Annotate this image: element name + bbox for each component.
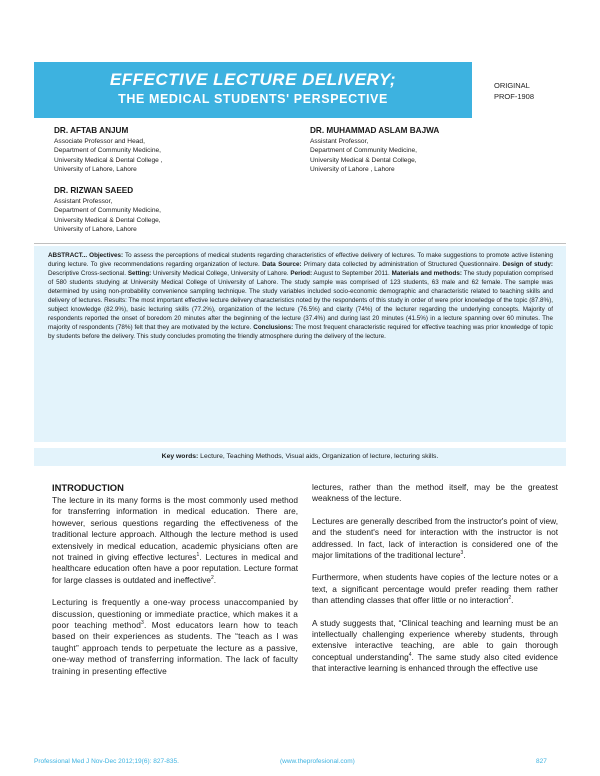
keywords-label: Key words: [161, 453, 199, 460]
body-paragraph [312, 618, 558, 675]
citation-ref: 4 [408, 652, 412, 659]
abstract-methods: The study population comprised of 580 students studying at University Medical College of University of Lahore. The study sample was comprised of 123 students, 63 male and 62 female. The sample was determined by using non-probability convenience sampling technique. The study variables included socio-economic demographic and characteristic related to teaching skills and delivery of lectures. Results: The most important effective lecture delivery characteristics noted by the respondents of this study in order of were prior knowledge of the topic (87.8%), subject knowledge (82.9%), basic lecturing skills (77.2%), organization of the lecture (76.5%) and clarity (74%) of the lecturer regarding the underlying concepts. Majority of respondents reported the onset of boredom 20 minutes after the beginning of the lecture (37.4%) and during last 20 minutes (41.5%) in a lecture spanning over 60 minutes. The majority of respondents (78%) felt that they are motivated by the lecture. [48, 269, 553, 331]
footer-journal-citation: Professional Med J Nov-Dec 2012;19(6): 827-835. [34, 758, 179, 765]
body-paragraph [312, 572, 558, 606]
author-affiliation-line: University Medical & Dental College, [54, 216, 161, 224]
abstract-methods-label: Materials and methods: [391, 269, 462, 277]
citation-ref: 2 [210, 575, 214, 582]
abstract-objectives: To assess the perceptions of medical students regarding characteristics of effective delivery of lectures. To make suggestions to promote active listening during lecture. To give recommendations regarding organization of lecture. [48, 252, 553, 268]
article-type-label [494, 80, 534, 102]
footer-website[interactable]: (www.theprofesional.com) [280, 758, 355, 765]
body-paragraph [52, 597, 298, 677]
paragraph-text: . [463, 550, 466, 561]
article-subtitle: THE MEDICAL STUDENTS' PERSPECTIVE [118, 92, 388, 106]
title-banner [34, 62, 472, 118]
body-column-right [312, 482, 558, 686]
author-affiliation-line: Department of Community Medicine, [54, 147, 162, 155]
article-type-original: ORIGINAL [494, 81, 530, 90]
abstract-text [48, 252, 553, 342]
abstract-setting: University Medical College, University of Lahore. [151, 269, 291, 277]
author-affiliation-line: University of Lahore, Lahore [54, 226, 137, 234]
abstract-period: August to September 2011. [312, 269, 392, 277]
author-2 [310, 125, 439, 175]
paragraph-text: Furthermore, when students have copies of the lecture notes or a text, a significant percentage would prefer reading them rather than attending classes that offer little or no interaction [312, 572, 558, 606]
author-affiliation-line: University of Lahore, Lahore [54, 166, 137, 174]
body-column-left [52, 482, 298, 688]
abstract-design: Descriptive Cross-sectional. [48, 269, 128, 277]
abstract-setting-label: Setting: [127, 269, 152, 277]
author-affiliation-line: Associate Professor and Head, [54, 138, 145, 145]
paragraph-text: The lecture in its many forms is the most commonly used method for transferring information in medical education. There are, however, serious questions regarding the effectiveness of the traditional lecture approach. Although the lecture method is used extensively in medical education, academic physicians often are not trained in giving effective lectures [52, 495, 298, 563]
keywords-list: Lecture, Teaching Methods, Visual aids, Organization of lecture, lecturing skills. [198, 453, 439, 460]
paragraph-text: . [213, 574, 217, 585]
author-affiliation-line: University of Lahore , Lahore [310, 166, 395, 174]
citation-ref: 2 [508, 595, 512, 602]
author-1 [54, 125, 162, 175]
paragraph-text: . [511, 595, 514, 606]
body-paragraph: lectures, rather than the method itself, may be the greatest weakness of the lecture. [312, 482, 558, 504]
author-affiliation-line: University Medical & Dental College , [54, 156, 163, 164]
abstract-conclusions-label: Conclusions: [253, 323, 294, 331]
paragraph-text: Lecturing is frequently a one-way process unaccompanied by discussion, questioning or immediate practice, which makes it a poor teaching method [52, 597, 298, 631]
abstract-period-label: Period: [290, 269, 313, 277]
author-affiliation-line: University Medical & Dental College, [310, 156, 417, 164]
author-affiliation-line: Assistant Professor, [54, 198, 113, 205]
keywords-text [34, 448, 566, 466]
author-3 [54, 185, 161, 235]
abstract-data-source: Primary data collected by administration of Structured Questionnaire. [301, 260, 503, 268]
paragraph-text: . Lectures in medical and healthcare education often have a poor reputation. Lecture format for large classes is outdated and ineffective [52, 552, 298, 585]
paragraph-text: Lectures are generally described from the instructor's point of view, and the student's need for interaction with the instructor is not addressed. In fact, lack of interaction is considered one of the major limitations of the traditional lecture [312, 515, 558, 561]
section-heading-introduction: INTRODUCTION [52, 482, 124, 493]
abstract-box [34, 246, 566, 442]
paragraph-text: . Most educators learn how to teach based on their experiences as students. The “teach as I was taught” approach tends to perpetuate the lecture as a passive, one-way method of transferring information. The lack of faculty training in presenting effective [52, 620, 299, 676]
paragraph-text: A study suggests that, “Clinical teaching and learning must be an intellectually challenging experience whereby students, through extensive interactive teaching, are able to gain thorough conceptual understanding [312, 617, 558, 662]
article-title: EFFECTIVE LECTURE DELIVERY; [109, 70, 397, 89]
body-paragraph [52, 495, 298, 586]
citation-ref: 1 [196, 552, 200, 559]
footer-page-number: 827 [536, 758, 547, 765]
abstract-conclusions: The most frequent characteristic required for effective teaching was prior knowledge of topic by students before the delivery. This study concludes promoting the friendly atmosphere during the delivery of the lecture. [48, 323, 553, 340]
paragraph-text: . The same study also cited evidence that interactive learning is enhanced through the effective use [312, 651, 558, 674]
article-id: PROF-1908 [494, 92, 535, 101]
body-paragraph [312, 516, 558, 562]
authors-section [34, 121, 566, 244]
abstract-label: ABSTRACT... Objectives: [48, 252, 124, 259]
author-name: DR. RIZWAN SAEED [54, 186, 134, 195]
keywords-box [34, 448, 566, 466]
citation-ref: 3 [460, 550, 464, 557]
author-affiliation-line: Department of Community Medicine, [310, 147, 418, 155]
abstract-data-source-label: Data Source: [262, 260, 302, 268]
abstract-design-label: Design of study: [502, 260, 554, 268]
citation-ref: 3 [141, 620, 144, 627]
author-name: DR. AFTAB ANJUM [54, 126, 129, 135]
author-name: DR. MUHAMMAD ASLAM BAJWA [310, 126, 440, 135]
author-affiliation-line: Assistant Professor, [310, 138, 369, 145]
author-affiliation-line: Department of Community Medicine, [54, 207, 162, 215]
